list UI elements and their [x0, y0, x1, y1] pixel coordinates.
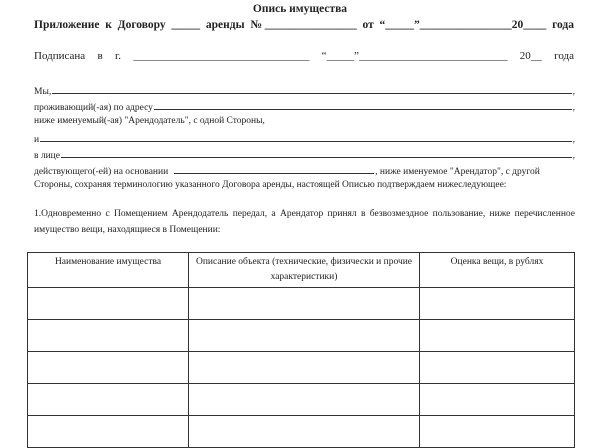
table-cell[interactable]: [420, 352, 575, 384]
clause-1: 1.Одновременно с Помещением Арендодатель передал, а Арендатор принял в безвозмездное пользование, ниже перечисленное имущество вещи, находящиеся в Помещении:: [34, 209, 575, 235]
table-cell[interactable]: [189, 384, 420, 416]
table-row: [28, 384, 575, 416]
table-header-row: [28, 253, 575, 288]
column-header: Описание объекта (технические, физически и прочие характеристики): [189, 253, 420, 288]
table-cell[interactable]: [28, 320, 189, 352]
line-label: и: [34, 135, 40, 145]
field-line-represented[interactable]: [34, 148, 575, 161]
field-line-and[interactable]: [34, 132, 575, 145]
line-end: , ниже именуемое "Арендатор", с другой: [375, 167, 540, 177]
table-cell[interactable]: [28, 384, 189, 416]
table-cell[interactable]: [28, 416, 189, 448]
signed-place-date: Подписана в г. ________________________________ “_____”___________________________ 20__ года: [34, 50, 574, 62]
table-row: [28, 320, 575, 352]
column-header: Оценка вещи, в рублях: [420, 253, 575, 288]
document-subtitle: Приложение к Договору _____ аренды №________________ от “_____”________________20____ года: [34, 19, 574, 31]
field-line-address[interactable]: [34, 100, 575, 113]
line-end: ,: [572, 135, 575, 145]
table-cell[interactable]: [189, 320, 420, 352]
property-table: [27, 252, 575, 448]
field-line-acting[interactable]: [34, 164, 575, 177]
table-row: [28, 288, 575, 320]
table-cell[interactable]: [420, 320, 575, 352]
table-row: [28, 416, 575, 448]
table-cell[interactable]: [28, 352, 189, 384]
table-cell[interactable]: [420, 384, 575, 416]
field-line-we[interactable]: [34, 84, 575, 97]
line-end: ,: [572, 87, 575, 97]
line-label: действующего(-ей) на основании: [34, 167, 169, 177]
sides-text: Стороны, сохраняя терминологию указанного Договора аренды, настоящей Описью подтверждаем нижеследующее:: [34, 180, 507, 190]
table-cell[interactable]: [28, 288, 189, 320]
line-label: проживающий(-ая) по адресу: [34, 103, 153, 113]
line-label: ниже именуемый(-ая) "Арендодатель", с одной Стороны,: [34, 116, 265, 126]
line-end: ,: [572, 151, 575, 161]
table-row: [28, 352, 575, 384]
column-header: Наименование имущества: [28, 253, 189, 288]
table-cell[interactable]: [189, 352, 420, 384]
line-label: в лице: [34, 151, 60, 161]
table-cell[interactable]: [420, 288, 575, 320]
table-cell[interactable]: [420, 416, 575, 448]
table-cell[interactable]: [189, 416, 420, 448]
line-end: ,: [572, 103, 575, 113]
document-title: Опись имущества: [252, 3, 348, 15]
line-label: Мы,: [34, 87, 52, 97]
landlord-line: [34, 116, 575, 126]
table-cell[interactable]: [189, 288, 420, 320]
